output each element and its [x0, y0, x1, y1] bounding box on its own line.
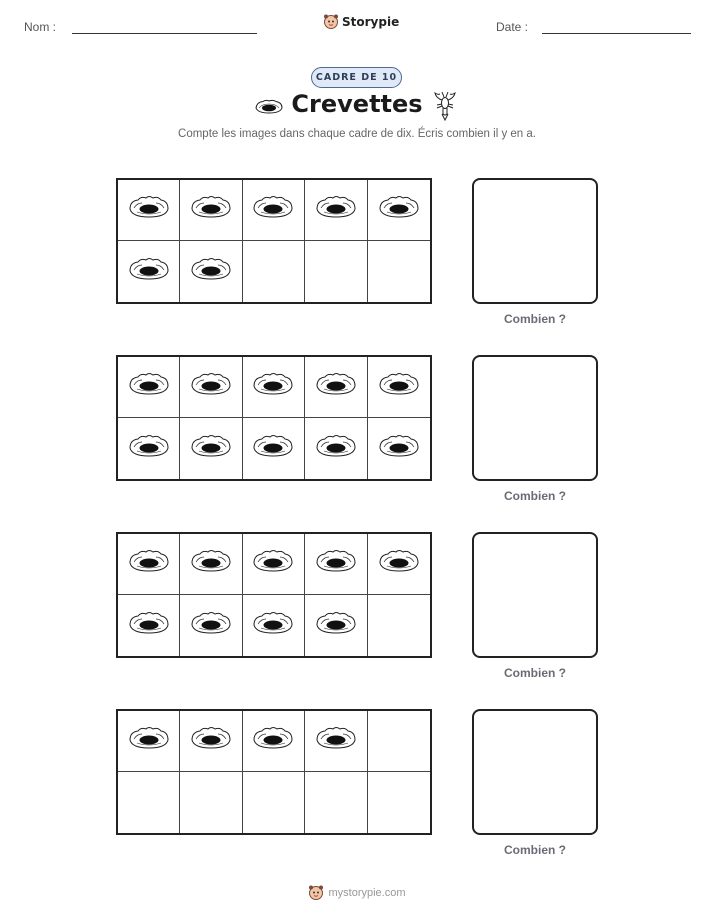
answer-box-1[interactable]	[472, 178, 598, 304]
shrimp-plate-icon	[315, 611, 357, 641]
frame-cell	[305, 357, 367, 418]
page-title: Crevettes	[291, 90, 423, 118]
answer-box-2[interactable]	[472, 355, 598, 481]
date-label: Date :	[496, 20, 529, 34]
frame-cell	[305, 711, 367, 772]
frame-cell	[368, 241, 430, 302]
frame-cell	[368, 418, 430, 479]
ten-frame-1	[116, 178, 432, 304]
ten-frame-2	[116, 355, 432, 481]
frame-cell	[180, 418, 242, 479]
shrimp-plate-icon	[128, 726, 170, 756]
frame-cell	[180, 241, 242, 302]
shrimp-plate-icon	[378, 434, 420, 464]
shrimp-plate-icon	[315, 372, 357, 402]
shrimp-plate-icon	[315, 549, 357, 579]
instructions: Compte les images dans chaque cadre de dix. Écris combien il y en a.	[178, 128, 536, 140]
shrimp-plate-icon	[190, 549, 232, 579]
footer	[0, 884, 714, 901]
date-line[interactable]	[542, 33, 691, 34]
frame-cell	[305, 241, 367, 302]
frame-cell	[180, 534, 242, 595]
shrimp-plate-icon	[190, 726, 232, 756]
name-label: Nom :	[24, 20, 57, 34]
frame-cell	[368, 772, 430, 833]
frame-cell	[368, 711, 430, 772]
shrimp-plate-icon	[128, 434, 170, 464]
shrimp-plate-icon	[378, 549, 420, 579]
shrimp-plate-icon	[190, 257, 232, 287]
footer-url: mystorypie.com	[328, 886, 406, 899]
frame-cell	[243, 595, 305, 656]
shrimp-plate-icon	[128, 372, 170, 402]
storypie-mascot-icon	[308, 884, 324, 901]
frame-cell	[305, 772, 367, 833]
brand-name: Storypie	[342, 14, 400, 29]
frame-cell	[305, 534, 367, 595]
frame-cell	[368, 534, 430, 595]
frame-cell	[180, 357, 242, 418]
shrimp-plate-icon	[190, 195, 232, 225]
frame-cell	[118, 180, 180, 241]
shrimp-plate-icon	[252, 372, 294, 402]
frame-cell	[118, 711, 180, 772]
frame-cell	[118, 241, 180, 302]
ten-frame-4	[116, 709, 432, 835]
frame-cell	[305, 595, 367, 656]
name-line[interactable]	[72, 33, 257, 34]
frame-cell	[118, 534, 180, 595]
answer-box-3[interactable]	[472, 532, 598, 658]
frame-cell	[118, 595, 180, 656]
question-label: Combien ?	[504, 489, 566, 503]
frame-cell	[180, 772, 242, 833]
shrimp-plate-icon	[252, 549, 294, 579]
frame-cell	[305, 180, 367, 241]
frame-cell	[118, 357, 180, 418]
shrimp-plate-icon	[252, 611, 294, 641]
shrimp-plate-icon	[190, 611, 232, 641]
question-label: Combien ?	[504, 666, 566, 680]
frame-cell	[180, 180, 242, 241]
shrimp-plate-icon	[252, 726, 294, 756]
shrimp-plate-icon	[128, 257, 170, 287]
frame-cell	[368, 180, 430, 241]
shrimp-plate-icon	[378, 195, 420, 225]
shrimp-plate-icon	[252, 434, 294, 464]
shrimp-plate-icon	[315, 195, 357, 225]
shrimp-plate-icon	[190, 434, 232, 464]
frame-cell	[243, 772, 305, 833]
shrimp-plate-icon	[128, 195, 170, 225]
frame-cell	[118, 772, 180, 833]
frame-cell	[118, 418, 180, 479]
frame-cell	[368, 595, 430, 656]
shrimp-plate-icon	[315, 726, 357, 756]
shrimp-plate-icon	[252, 195, 294, 225]
shrimp-plate-icon	[315, 434, 357, 464]
frame-cell	[243, 711, 305, 772]
frame-cell	[180, 711, 242, 772]
frame-cell	[243, 418, 305, 479]
answer-box-4[interactable]	[472, 709, 598, 835]
question-label: Combien ?	[504, 312, 566, 326]
storypie-mascot-icon	[323, 13, 339, 30]
frame-cell	[243, 357, 305, 418]
shrimp-plate-icon	[128, 611, 170, 641]
shrimp-plate-icon	[190, 372, 232, 402]
frame-cell	[368, 357, 430, 418]
ten-frame-3	[116, 532, 432, 658]
frame-cell	[243, 241, 305, 302]
frame-cell	[180, 595, 242, 656]
category-badge: CADRE DE 10	[311, 67, 402, 88]
frame-cell	[243, 180, 305, 241]
frame-cell	[243, 534, 305, 595]
frame-cell	[305, 418, 367, 479]
question-label: Combien ?	[504, 843, 566, 857]
shrimp-plate-icon	[378, 372, 420, 402]
lobster-icon	[432, 90, 458, 122]
shrimp-plate-icon	[128, 549, 170, 579]
brand-logo	[323, 13, 399, 30]
